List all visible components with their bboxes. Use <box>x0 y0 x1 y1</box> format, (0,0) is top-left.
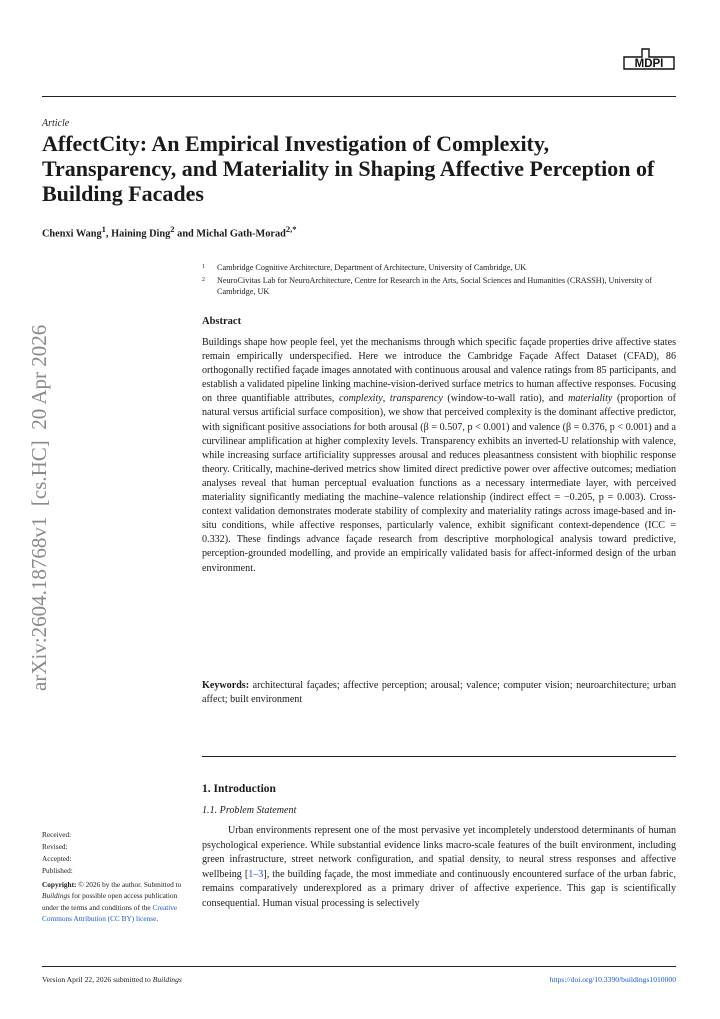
received-label: Received: <box>42 830 72 839</box>
arxiv-stamp-text: arXiv:2604.18768v1 [cs.HC] 20 Apr 2026 <box>27 324 51 691</box>
mdpi-logo-text: MDPI <box>634 58 664 70</box>
author-list: Chenxi Wang$^1$, Haining Ding$^2$ and Michal Gath-Morad$^{2,*}$ <box>42 224 297 240</box>
affiliation-number: 1 <box>202 264 205 270</box>
published-label: Published: <box>42 866 73 875</box>
abstract-rule <box>202 756 676 757</box>
footer-rule <box>42 966 676 967</box>
paper-title: AffectCity: An Empirical Investigation of Complexity, Transparency, and Materiality in Shaping Affective Perception of Building Facades <box>42 131 655 206</box>
copyright-notice: Copyright: © 2026 by the author. Submitted to Buildings for possible open access publication under the terms and conditions of the Creative Commons Attribution (CC BY) license. <box>42 880 182 923</box>
author-affiliation-mark: 2,* <box>285 224 297 234</box>
doi-link[interactable]: https://doi.org/10.3390/buildings1010000 <box>549 975 676 984</box>
term-materiality: materiality <box>568 393 613 405</box>
affiliation-number: 2 <box>202 277 205 283</box>
mdpi-logo-icon <box>622 44 676 75</box>
keywords-label: Keywords: <box>202 680 250 691</box>
author-affiliation-mark: 1 <box>101 224 106 234</box>
abstract-body: Buildings shape how people feel, yet the mechanisms through which specific façade properties drive affective states remain empirically underspecified. Here we introduce the Cambridge Façade Affect Dataset (CFAD), 86 orthogonally rectified façade images annotated with continuous arousal and valence ratings from 85 participants, and establish a validated pipeline linking machine-vision-derived surface metrics to human affective responses. Focusing on three quantifiable attributes, complexity, transparency (window-to-wall ratio), and materiality (proportion of natural versus artificial surface composition), we show that perceived complexity is the dominant affective predictor, with significant positive associations for both arousal (β = 0.507, p < 0.001) and valence (β = 0.376, p < 0.001) and a curvilinear amplification at higher complexity levels. Transparency exhibits an inverted-U relationship with valence, while increasing surface artificiality suppresses arousal and reduces pleasantness consistent with biophilic response theory. Critically, machine-derived metrics show limited direct predictive power over affective outcomes; mediation analyses reveal that human perceptual evaluation functions as a necessary intermediate layer, with perceived materiality significantly mediating the machine–valence relationship (indirect effect = −0.205, p = 0.003). Cross-context validation demonstrates moderate stability of complexity and materiality ratings across image-based and in-situ conditions, while affective responses, particularly valence, exhibit significant context-dependence (ICC = 0.332). These findings advance façade research from descriptive morphological analysis toward predictive, perception-grounded modelling, and provide an empirically validated basis for affect-informed design of the urban environment. <box>202 337 677 574</box>
article-type: Article <box>42 118 70 129</box>
author-name: Chenxi Wang <box>42 228 102 240</box>
author-name: Haining Ding <box>111 228 171 240</box>
footer-version: Version April 22, 2026 submitted to Buildings <box>42 975 182 984</box>
introduction-heading: 1. Introduction <box>202 783 276 795</box>
term-transparency: transparency <box>389 393 443 405</box>
author-affiliation-mark: 2 <box>170 224 175 234</box>
term-complexity: complexity <box>339 393 383 405</box>
accepted-label: Accepted: <box>42 854 72 863</box>
mdpi-logo <box>622 44 676 75</box>
arxiv-stamp <box>10 298 60 693</box>
abstract-heading: Abstract <box>202 316 242 327</box>
affiliation-text: NeuroCivitas Lab for NeuroArchitecture, Centre for Research in the Arts, Social Sciences and Humanities (CRASSH), University of Cambridge, UK <box>217 276 652 296</box>
introduction-body: Urban environments represent one of the most pervasive yet incompletely understood determinants of human psychological experience. While substantial evidence links macro-scale features of the built environment, including green infrastructure, street network configuration, and spatial density, to neural stress responses and affective wellbeing [1–3], the building façade, the most immediate and continuously encountered surface of the urban fabric, remains comparatively underexplored as a primary driver of affective experience. This gap is scientifically consequential. Human visual processing is selectively <box>202 825 676 909</box>
header-rule <box>42 96 676 97</box>
license-link[interactable]: Creative Commons Attribution (CC BY) license <box>42 902 178 923</box>
keywords <box>202 679 676 707</box>
problem-statement-heading: 1.1. Problem Statement <box>202 805 297 816</box>
affiliation-text: Cambridge Cognitive Architecture, Department of Architecture, University of Cambridge, UK <box>217 263 527 272</box>
keywords-text: architectural façades; affective perception; arousal; valence; computer vision; neuroarchitecture; urban affect; built environment <box>202 680 676 706</box>
citation-link[interactable]: 1–3 <box>248 868 264 880</box>
revised-label: Revised: <box>42 842 68 851</box>
author-name: Michal Gath-Morad <box>196 228 286 240</box>
